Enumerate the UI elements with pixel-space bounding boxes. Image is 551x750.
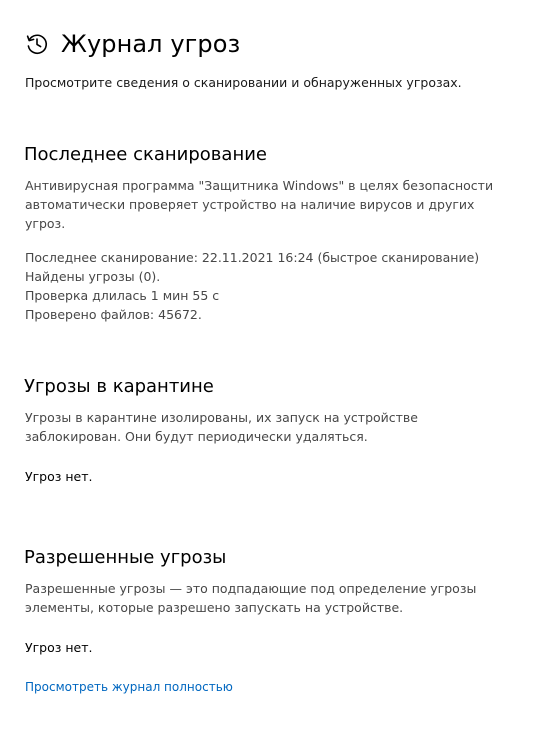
threats-found: Найдены угрозы (0). bbox=[25, 269, 161, 284]
view-full-history-link[interactable]: Просмотреть журнал полностью bbox=[25, 680, 233, 694]
description-line: заблокирован. Они будут периодически удаляться. bbox=[25, 429, 368, 444]
description-line: автоматически проверяет устройство на наличие вирусов и других bbox=[25, 197, 475, 212]
last-scan-details bbox=[25, 248, 530, 324]
allowed-threats-title: Разрешенные угрозы bbox=[24, 547, 227, 568]
allowed-threats-status: Угроз нет. bbox=[25, 640, 93, 655]
description-line: элементы, которые разрешено запускать на устройстве. bbox=[25, 600, 404, 615]
description-line: Антивирусная программа "Защитника Windows" в целях безопасности bbox=[25, 178, 494, 193]
page-subtitle: Просмотрите сведения о сканировании и обнаруженных угрозах. bbox=[25, 75, 462, 90]
page-header bbox=[24, 26, 240, 62]
description-line: Разрешенные угрозы — это подпадающие под определение угрозы bbox=[25, 581, 477, 596]
scan-duration: Проверка длилась 1 мин 55 с bbox=[25, 288, 220, 303]
files-scanned: Проверено файлов: 45672. bbox=[25, 307, 202, 322]
history-icon bbox=[24, 31, 50, 57]
allowed-threats-description bbox=[25, 579, 530, 617]
quarantine-status: Угроз нет. bbox=[25, 469, 93, 484]
description-line: угроз. bbox=[25, 216, 66, 231]
last-scan-date: Последнее сканирование: 22.11.2021 16:24 (быстрое сканирование) bbox=[25, 250, 480, 265]
last-scan-title: Последнее сканирование bbox=[24, 144, 267, 165]
quarantine-description bbox=[25, 408, 530, 446]
quarantine-title: Угрозы в карантине bbox=[24, 376, 214, 397]
description-line: Угрозы в карантине изолированы, их запуск на устройстве bbox=[25, 410, 418, 425]
page-title: Журнал угроз bbox=[61, 30, 241, 58]
last-scan-description bbox=[25, 176, 530, 233]
